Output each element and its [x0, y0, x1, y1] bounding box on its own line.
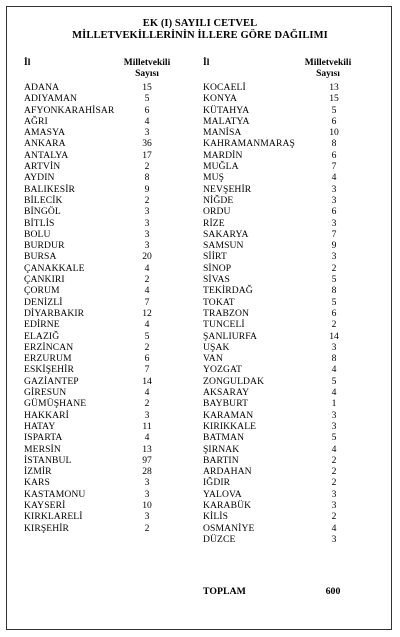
table-row — [24, 342, 194, 353]
table-row — [24, 150, 194, 161]
table-row — [203, 263, 373, 274]
deputy-count: 5 — [331, 274, 337, 286]
table-row — [24, 138, 194, 149]
deputy-count: 5 — [144, 93, 150, 105]
table-row — [24, 285, 194, 296]
header-count-line2: Sayısı — [135, 69, 159, 79]
deputy-count: 2 — [144, 274, 150, 286]
province-name: NEVŞEHİR — [203, 183, 252, 195]
province-name: MANİSA — [203, 127, 242, 139]
province-name: ELAZIĞ — [24, 330, 60, 342]
table-row — [24, 93, 194, 104]
province-name: AKSARAY — [203, 387, 250, 399]
province-name: DİYARBAKIR — [24, 307, 85, 319]
deputy-count: 3 — [144, 409, 150, 421]
table-header-left — [24, 58, 194, 82]
deputy-count: 2 — [331, 262, 337, 274]
deputy-count: 20 — [142, 251, 152, 263]
table-row — [203, 240, 373, 251]
province-name: ARDAHAN — [203, 466, 252, 478]
table-row — [24, 172, 194, 183]
table-row — [24, 387, 194, 398]
deputy-count: 6 — [144, 353, 150, 365]
province-name: DÜZCE — [203, 533, 236, 545]
table-row — [203, 116, 373, 127]
deputy-count: 3 — [331, 409, 337, 421]
table-row — [203, 489, 373, 500]
table-row — [24, 455, 194, 466]
table-left-column — [24, 58, 194, 534]
province-name: AFYONKARAHİSAR — [24, 104, 115, 116]
table-row — [203, 387, 373, 398]
province-name: AĞRI — [24, 115, 48, 127]
province-name: TEKİRDAĞ — [203, 285, 253, 297]
deputy-count: 2 — [331, 511, 337, 523]
deputy-count: 3 — [331, 217, 337, 229]
table-row — [24, 82, 194, 93]
table-row — [203, 410, 373, 421]
deputy-count: 8 — [331, 138, 337, 150]
province-name: AMASYA — [24, 127, 66, 139]
table-row — [203, 229, 373, 240]
table-row — [203, 218, 373, 229]
deputy-count: 4 — [144, 115, 150, 127]
table-row — [24, 364, 194, 375]
deputy-count: 6 — [331, 307, 337, 319]
deputy-count: 2 — [331, 319, 337, 331]
table-row — [203, 342, 373, 353]
province-name: GİRESUN — [24, 387, 67, 399]
deputy-count: 3 — [144, 477, 150, 489]
deputy-count: 10 — [329, 127, 339, 139]
province-name: HATAY — [24, 420, 56, 432]
table-row — [203, 398, 373, 409]
table-row — [24, 444, 194, 455]
header-count-line1: Milletvekili — [123, 58, 171, 68]
province-name: NİĞDE — [203, 194, 234, 206]
province-name: GAZİANTEP — [24, 375, 79, 387]
header-il: İl — [24, 58, 31, 68]
province-name: ISPARTA — [24, 432, 63, 444]
table-row — [24, 331, 194, 342]
province-name: KARAMAN — [203, 409, 254, 421]
province-name: BURSA — [24, 251, 57, 263]
province-name: BOLU — [24, 228, 51, 240]
province-name: KARABÜK — [203, 499, 252, 511]
deputy-count: 97 — [142, 454, 152, 466]
deputy-count: 3 — [331, 533, 337, 545]
deputy-count: 7 — [331, 161, 337, 173]
province-name: ESKİŞEHİR — [24, 364, 74, 376]
deputy-count: 2 — [144, 398, 150, 410]
deputy-count: 14 — [329, 330, 339, 342]
province-name: SAKARYA — [203, 228, 249, 240]
province-name: DENİZLİ — [24, 296, 63, 308]
province-name: KIRIKKALE — [203, 420, 257, 432]
province-name: ZONGULDAK — [203, 375, 265, 387]
table-row — [203, 364, 373, 375]
province-name: SİNOP — [203, 262, 232, 274]
table-row — [203, 444, 373, 455]
table-row — [203, 285, 373, 296]
table-row — [24, 319, 194, 330]
deputy-count: 3 — [331, 194, 337, 206]
province-name: VAN — [203, 353, 223, 365]
province-name: MERSİN — [24, 443, 61, 455]
deputy-count: 8 — [331, 353, 337, 365]
table-row — [24, 421, 194, 432]
table-row — [24, 218, 194, 229]
province-name: ADIYAMAN — [24, 93, 78, 105]
table-row — [203, 251, 373, 262]
table-row — [24, 489, 194, 500]
deputy-count: 3 — [331, 488, 337, 500]
province-name: UŞAK — [203, 341, 230, 353]
deputy-count: 5 — [331, 375, 337, 387]
deputy-count: 4 — [144, 285, 150, 297]
deputy-count: 3 — [331, 183, 337, 195]
deputy-count: 4 — [331, 172, 337, 184]
province-name: KONYA — [203, 93, 238, 105]
table-row — [203, 308, 373, 319]
table-row — [24, 229, 194, 240]
province-name: KARS — [24, 477, 50, 489]
deputy-count: 7 — [144, 364, 150, 376]
deputy-count: 2 — [331, 454, 337, 466]
table-row — [203, 477, 373, 488]
total-value: 600 — [325, 586, 341, 597]
deputy-count: 13 — [142, 443, 152, 455]
deputy-count: 15 — [142, 82, 152, 93]
header-count-line1: Milletvekili — [304, 58, 352, 68]
province-name: KAYSERİ — [24, 499, 66, 511]
table-row — [203, 500, 373, 511]
table-row — [24, 297, 194, 308]
deputy-count: 6 — [331, 115, 337, 127]
province-name: SAMSUN — [203, 240, 244, 252]
table-row — [203, 274, 373, 285]
table-row — [24, 410, 194, 421]
deputy-count: 3 — [144, 217, 150, 229]
deputy-count: 5 — [331, 104, 337, 116]
deputy-count: 7 — [144, 296, 150, 308]
deputy-count: 14 — [142, 375, 152, 387]
table-row — [24, 251, 194, 262]
table-row — [203, 93, 373, 104]
table-row — [203, 523, 373, 534]
deputy-count: 2 — [144, 194, 150, 206]
province-name: BAYBURT — [203, 398, 249, 410]
province-name: İSTANBUL — [24, 454, 72, 466]
table-row — [203, 184, 373, 195]
table-row — [24, 127, 194, 138]
deputy-count: 8 — [331, 285, 337, 297]
table-row — [24, 240, 194, 251]
table-row — [24, 184, 194, 195]
deputy-count: 7 — [331, 228, 337, 240]
deputy-count: 5 — [331, 432, 337, 444]
province-name: ANKARA — [24, 138, 66, 150]
province-name: GÜMÜŞHANE — [24, 398, 87, 410]
header-milletvekili-sayisi — [112, 58, 182, 80]
deputy-count: 11 — [142, 420, 152, 432]
province-name: ÇANKIRI — [24, 274, 65, 286]
deputy-count: 1 — [331, 398, 337, 410]
table-row — [203, 138, 373, 149]
province-name: RİZE — [203, 217, 225, 229]
province-name: ARTVİN — [24, 161, 61, 173]
deputy-count: 4 — [144, 319, 150, 331]
deputy-count: 12 — [142, 307, 152, 319]
province-name: IĞDIR — [203, 477, 231, 489]
table-row — [203, 127, 373, 138]
province-name: BURDUR — [24, 240, 65, 252]
deputy-count: 3 — [144, 488, 150, 500]
document-subtitle: MİLLETVEKİLLERİNİN İLLERE GÖRE DAĞILIMI — [72, 30, 328, 41]
left-rows — [24, 82, 194, 534]
deputy-count: 6 — [331, 206, 337, 218]
document-title: EK (I) SAYILI CETVEL — [142, 18, 258, 29]
province-name: MARDİN — [203, 149, 243, 161]
table-row — [203, 319, 373, 330]
table-row — [24, 195, 194, 206]
table-row — [203, 376, 373, 387]
province-name: BİLECİK — [24, 194, 63, 206]
deputy-count: 2 — [144, 522, 150, 534]
deputy-count: 36 — [142, 138, 152, 150]
deputy-count: 2 — [144, 341, 150, 353]
province-name: ORDU — [203, 206, 231, 218]
province-name: ÇORUM — [24, 285, 60, 297]
table-row — [24, 206, 194, 217]
table-row — [24, 523, 194, 534]
table-row — [203, 150, 373, 161]
province-name: ERZİNCAN — [24, 341, 74, 353]
deputy-count: 4 — [144, 387, 150, 399]
province-name: BARTIN — [203, 454, 239, 466]
deputy-count: 5 — [331, 296, 337, 308]
deputy-count: 3 — [144, 127, 150, 139]
table-header-right — [203, 58, 373, 82]
deputy-count: 9 — [331, 240, 337, 252]
province-name: KASTAMONU — [24, 488, 86, 500]
table-row — [203, 161, 373, 172]
table-row — [203, 421, 373, 432]
table-row — [203, 297, 373, 308]
table-row — [203, 466, 373, 477]
table-right-column — [203, 58, 373, 545]
deputy-count: 4 — [144, 432, 150, 444]
table-row — [24, 466, 194, 477]
deputy-count: 10 — [142, 499, 152, 511]
province-name: TOKAT — [203, 296, 235, 308]
province-name: EDİRNE — [24, 319, 60, 331]
deputy-count: 4 — [144, 262, 150, 274]
province-name: KİLİS — [203, 511, 229, 523]
deputy-count: 3 — [144, 511, 150, 523]
header-milletvekili-sayisi — [293, 58, 363, 80]
deputy-count: 5 — [144, 330, 150, 342]
total-label: TOPLAM — [203, 586, 246, 597]
table-row — [203, 172, 373, 183]
deputy-count: 3 — [331, 420, 337, 432]
province-name: ADANA — [24, 82, 60, 93]
total-row — [203, 586, 373, 598]
deputy-count: 28 — [142, 466, 152, 478]
table-row — [24, 376, 194, 387]
province-name: ŞANLIURFA — [203, 330, 258, 342]
deputy-count: 17 — [142, 149, 152, 161]
province-name: KIRŞEHİR — [24, 522, 70, 534]
header-count-line2: Sayısı — [316, 69, 340, 79]
deputy-count: 4 — [331, 443, 337, 455]
table-row — [24, 105, 194, 116]
table-row — [24, 263, 194, 274]
province-name: YALOVA — [203, 488, 242, 500]
deputy-count: 6 — [331, 149, 337, 161]
table-row — [24, 353, 194, 364]
table-row — [24, 116, 194, 127]
deputy-count: 2 — [144, 161, 150, 173]
table-row — [24, 274, 194, 285]
deputy-count: 2 — [331, 466, 337, 478]
province-name: KAHRAMANMARAŞ — [203, 138, 295, 150]
province-name: TUNCELİ — [203, 319, 245, 331]
province-name: SİİRT — [203, 251, 227, 263]
province-name: BALIKESİR — [24, 183, 76, 195]
table-row — [203, 353, 373, 364]
province-name: KIRKLARELİ — [24, 511, 83, 523]
table-row — [24, 477, 194, 488]
deputy-count: 13 — [329, 82, 339, 93]
province-name: AYDIN — [24, 172, 55, 184]
table-row — [203, 432, 373, 443]
header-il: İl — [203, 58, 210, 68]
province-name: ÇANAKKALE — [24, 262, 85, 274]
deputy-count: 3 — [331, 499, 337, 511]
table-row — [203, 82, 373, 93]
province-name: ANTALYA — [24, 149, 69, 161]
table-row — [203, 195, 373, 206]
table-row — [203, 105, 373, 116]
deputy-count: 3 — [144, 228, 150, 240]
table-row — [24, 308, 194, 319]
deputy-count: 3 — [331, 341, 337, 353]
province-name: OSMANİYE — [203, 522, 255, 534]
province-name: HAKKARİ — [24, 409, 69, 421]
table-row — [203, 331, 373, 342]
table-row — [203, 206, 373, 217]
deputy-count: 3 — [144, 206, 150, 218]
deputy-count: 15 — [329, 93, 339, 105]
deputy-count: 3 — [144, 240, 150, 252]
province-name: ŞIRNAK — [203, 443, 240, 455]
deputy-count: 6 — [144, 104, 150, 116]
province-name: KÜTAHYA — [203, 104, 250, 116]
deputy-count: 2 — [331, 477, 337, 489]
right-rows — [203, 82, 373, 545]
province-name: MUĞLA — [203, 161, 239, 173]
province-name: BİNGÖL — [24, 206, 61, 218]
deputy-count: 3 — [331, 251, 337, 263]
table-row — [203, 511, 373, 522]
province-name: İZMİR — [24, 466, 52, 478]
deputy-count: 8 — [144, 172, 150, 184]
table-row — [24, 500, 194, 511]
province-name: KOCAELİ — [203, 82, 246, 93]
province-name: BATMAN — [203, 432, 245, 444]
province-name: ERZURUM — [24, 353, 72, 365]
deputy-count: 4 — [331, 522, 337, 534]
province-name: YOZGAT — [203, 364, 242, 376]
table-row — [203, 455, 373, 466]
province-name: SİVAS — [203, 274, 230, 286]
deputy-count: 4 — [331, 364, 337, 376]
table-row — [24, 511, 194, 522]
table-row — [24, 398, 194, 409]
deputy-count: 4 — [331, 387, 337, 399]
province-name: BİTLİS — [24, 217, 55, 229]
deputy-count: 9 — [144, 183, 150, 195]
table-row — [24, 161, 194, 172]
table-row — [24, 432, 194, 443]
province-name: MALATYA — [203, 115, 250, 127]
province-name: TRABZON — [203, 307, 250, 319]
table-row — [203, 534, 373, 545]
province-name: MUŞ — [203, 172, 225, 184]
